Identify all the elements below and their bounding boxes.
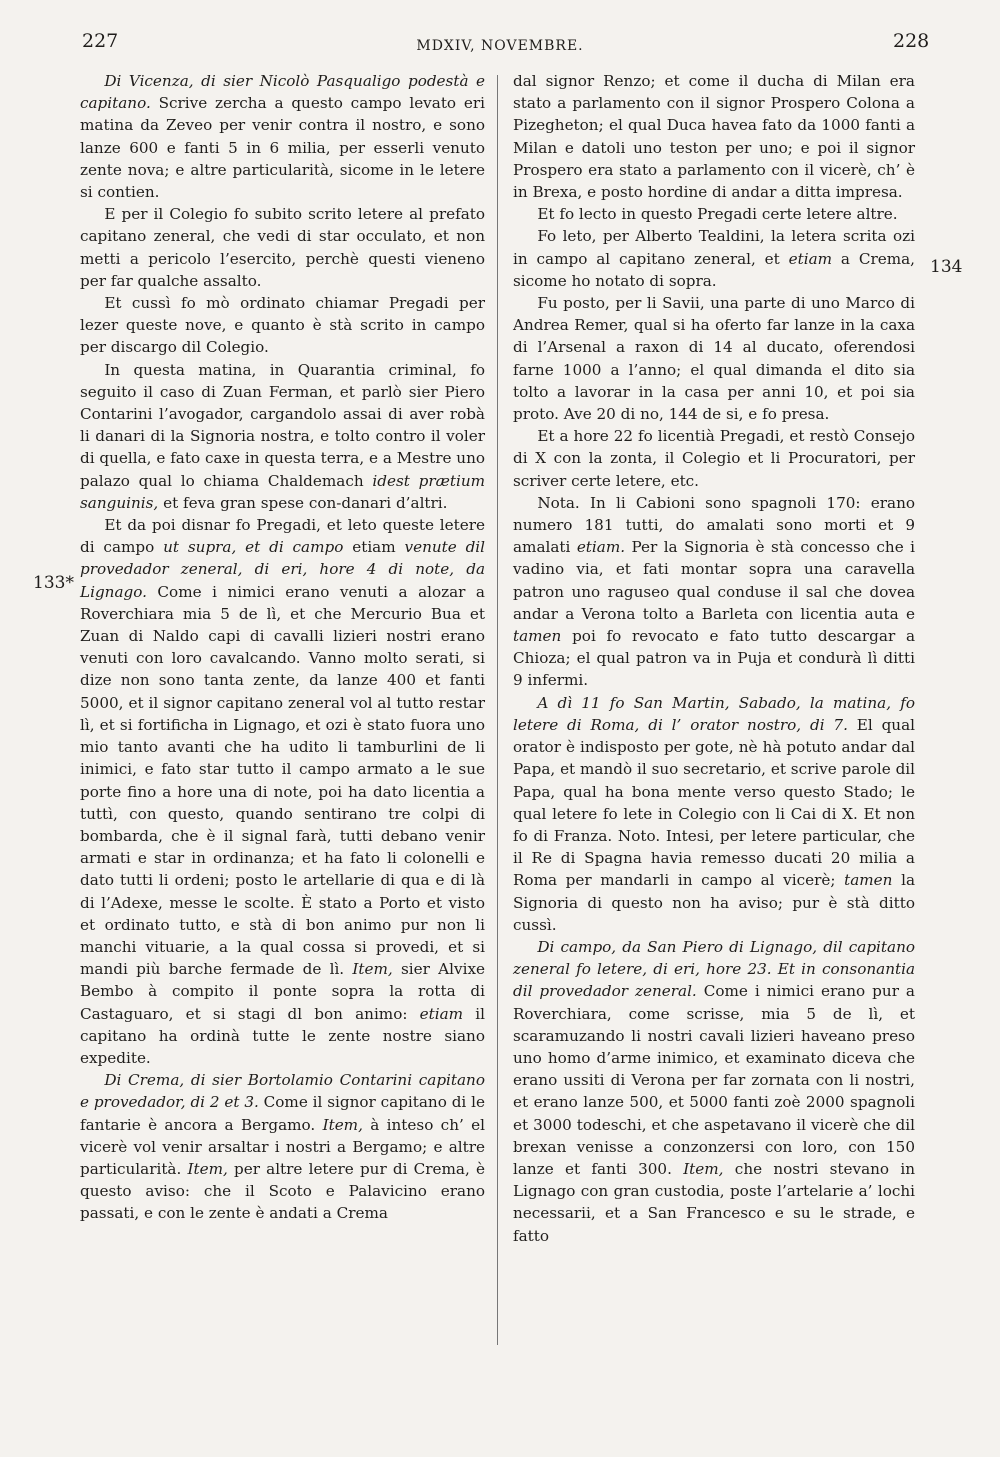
paragraph [513, 936, 915, 1247]
text-run: El qual orator è indisposto per gote, nè hà potuto andar dal Papa, et mandò il suo secretario, et scrive parole dil Papa, qual ha bona mente verso questo Stado; le qual letere fo lete in Colegio con li Cai di X. Et non fo di Franza. Noto. Intesi, per letere particular, che il Re di Spagna havia remesso ducati 20 milia a Roma per mandarli in campo al vicerè; [513, 715, 915, 890]
paragraph [513, 203, 915, 225]
italic-text: A dì 11 fo San Martin, Sabado, la matina, fo letere di Roma, di l’ orator nostro, di 7. [513, 693, 915, 734]
column-divider [497, 75, 498, 1345]
page-number-right: 228 [893, 30, 930, 52]
text-run: Scrive zercha a questo campo levato eri matina da Zeveo per venir contra il nostro, e sono lanze 600 e fanti 5 in 6 milia, per esserli venuto zente nova; e altre particularità, sicome in le letere si contien. [80, 94, 485, 202]
text-run: Per la Signoria è stà concesso che i vadino via, et fati montar sopra una caravella patron uno raguseo qual conduse il sal che dovea andar a Verona tolto a Barleta con licentia auta e [513, 538, 915, 623]
right-text-column [513, 70, 915, 1247]
text-run: Come i nimici erano pur a Roverchiara, come scrisse, mia 5 de lì, et scaramuzando li nostri cavali lizieri haveano preso uno homo d’arme inimico, et examinato diceva che erano ussiti di Verona per far zornata con li nostri, et erano lanze 500, et 5000 fanti zoè 2000 spagnoli et 3000 todeschi, et che aspetavano il vicerè che dil brexan venisse a conzonzersi con loro, con 150 lanze et fanti 300. [513, 982, 915, 1178]
italic-text: ut supra, et di campo [163, 538, 344, 557]
italic-text: etiam. [576, 538, 626, 557]
text-run: la Signoria di questo non ha aviso; pur è stà ditto cussì. [513, 871, 915, 934]
text-run: etiam [343, 538, 405, 557]
text-run: a Crema, sicome ho notato di sopra. [513, 249, 915, 290]
italic-text: Di Vicenza, di sier Nicolò Pasqualigo podestà e capitano. [80, 72, 485, 113]
text-run: poi fo revocato e fato tutto descargar a Chioza; el qual patron va in Puja et condurà lì ditti 9 infermi. [513, 627, 915, 690]
italic-text: etiam [419, 1004, 464, 1023]
italic-text: Item, [322, 1115, 363, 1134]
text-run: Et fo lecto in questo Pregadi certe letere altre. [537, 205, 898, 224]
text-run: et feva gran spese con-danari d’altri. [158, 493, 448, 512]
paragraph [513, 425, 915, 492]
paragraph [80, 292, 485, 359]
margin-number-right: 134 [930, 257, 963, 277]
text-run: Fu posto, per li Savii, una parte di uno Marco di Andrea Remer, qual si ha oferto far lanze in la caxa di l’Arsenal a raxon di 14 al ducato, oferendosi farne 1000 a l’anno; el qual dimanda el dito sia tolto a lavorar in la casa per anni 10, et poi sia proto. Ave 20 di no, 144 de si, e fo presa. [513, 294, 915, 424]
paragraph [513, 292, 915, 425]
italic-text: Di Crema, di sier Bortolamio Contarini capitano e provedador, di 2 et 3. [80, 1071, 485, 1112]
italic-text: idest prætium sanguinis, [80, 471, 485, 512]
paragraph [80, 514, 485, 1069]
text-run: sier Alvixe Bembo à compito il ponte sopra la rotta di Castaguaro, et si stagi dl bon animo: [80, 960, 485, 1023]
italic-text: tamen [513, 627, 562, 646]
italic-text: Item, [352, 960, 393, 979]
text-run: Come il signor capitano di le fantarie è ancora a Bergamo. [80, 1093, 485, 1134]
paragraph [513, 70, 915, 203]
text-run: E per il Colegio fo subito scrito letere al prefato capitano zeneral, che vedi di star occulato, et non metti a pericolo l’esercito, perchè questi vieneno per far qualche assalto. [80, 205, 485, 290]
page-number-left: 227 [82, 30, 119, 52]
left-text-column [80, 70, 485, 1225]
italic-text: Di campo, da San Piero di Lignago, dil capitano zeneral fo letere, di eri, hore 23. Et in consonantia dil provedador zeneral. [513, 937, 915, 1001]
text-run: Nota. In li Cabioni sono spagnoli 170: erano numero 181 tutti, do amalati sono morti et 9 amalati [513, 493, 915, 557]
paragraph [513, 492, 915, 692]
italic-text: venute dil provedador zeneral, di eri, hore 4 di note, da Lignago. [80, 538, 486, 601]
text-run: che nostri stevano in Lignago con gran custodia, poste l’artelarie a’ lochi necessarii, et a San Francesco e su le strade, e fatto [513, 1159, 915, 1245]
text-run: Et a hore 22 fo licentià Pregadi, et restò Consejo di X con la zonta, il Colegio et li Procuratori, per scriver certe letere, etc. [513, 427, 915, 490]
text-run: In questa matina, in Quarantia criminal, fo seguito il caso di Zuan Ferman, et parlò sier Piero Contarini l’avogador, cargandolo assai di aver robà li danari di la Signoria nostra, e tolto contro il voler di quella, e fato caxe in questa terra, e a Mestre uno palazo qual lo chiama Chaldemach [80, 360, 485, 490]
text-run: il capitano ha ordinà tutte le zente nostre siano expedite. [80, 1004, 485, 1067]
italic-text: tamen [844, 871, 893, 890]
italic-text: Item, [683, 1159, 724, 1178]
italic-text: etiam [788, 249, 833, 268]
text-run: per altre letere pur di Crema, è questo aviso: che il Scoto e Palavicino erano passati, e con le zente è andati a Crema [80, 1159, 485, 1223]
text-run: Come i nimici erano venuti a alozar a Roverchiara mia 5 de lì, et che Mercurio Bua et Zuan di Naldo capi di cavalli lizieri nostri erano venuti con loro cavalcando. Vanno molto serati, si dize non sono tanta zente, da lanze 400 et fanti 5000, et il signor capitano zeneral vol al tutto restar lì, et si fortificha in Lignago, et ozi è stato fuora uno mio tanto avanti che ha udito li tamburlini de li inimici, e fato star tutto il campo armato a le sue porte fino a hore una di note, poi ha dato licentia a tuttì, con questo, quando sentirano tre colpi di bombarda, che è il signal farà, tutti debano venir armati e star in ordinanza; et ha fato li colonelli e dato tutti li ordeni; posto le artellarie di qua e di là di l’Adexe, messe le scolte. È stato a Porto et visto et ordinato tutto, e stà di bon animo pur non li manchi vituarie, a la qual cossa si provedi, et si mandi più barche fermade de lì. [80, 582, 485, 979]
text-run: Et da poi disnar fo Pregadi, et leto queste letere di campo [80, 516, 485, 557]
paragraph [80, 70, 485, 203]
paragraph [80, 203, 485, 292]
paragraph [80, 359, 485, 514]
text-run: dal signor Renzo; et come il ducha di Milan era stato a parlamento con il signor Prospero Colona a Pizegheton; el qual Duca havea fato da 1000 fanti a Milan e datoli uno teston per uno; e poi il signor Prospero era stato a parlamento con il vicerè, ch’ è in Brexa, e posto hordine di andar a ditta impresa. [513, 72, 915, 202]
text-run: Fo leto, per Alberto Tealdini, la letera scrita ozi in campo al capitano zeneral, et [513, 227, 915, 268]
text-run: à inteso ch’ el vicerè vol venir arsaltar i nostri a Bergamo; e altre particularità. [80, 1115, 485, 1178]
paragraph [513, 692, 915, 936]
paragraph [80, 1069, 485, 1224]
margin-number-left: 133* [33, 573, 74, 593]
italic-text: Item, [187, 1159, 228, 1178]
text-run: Et cussì fo mò ordinato chiamar Pregadi per lezer queste nove, e quanto è stà scrito in campo per discargo dil Colegio. [80, 294, 485, 357]
running-title: MDXIV, NOVEMBRE. [416, 38, 584, 54]
paragraph [513, 225, 915, 292]
